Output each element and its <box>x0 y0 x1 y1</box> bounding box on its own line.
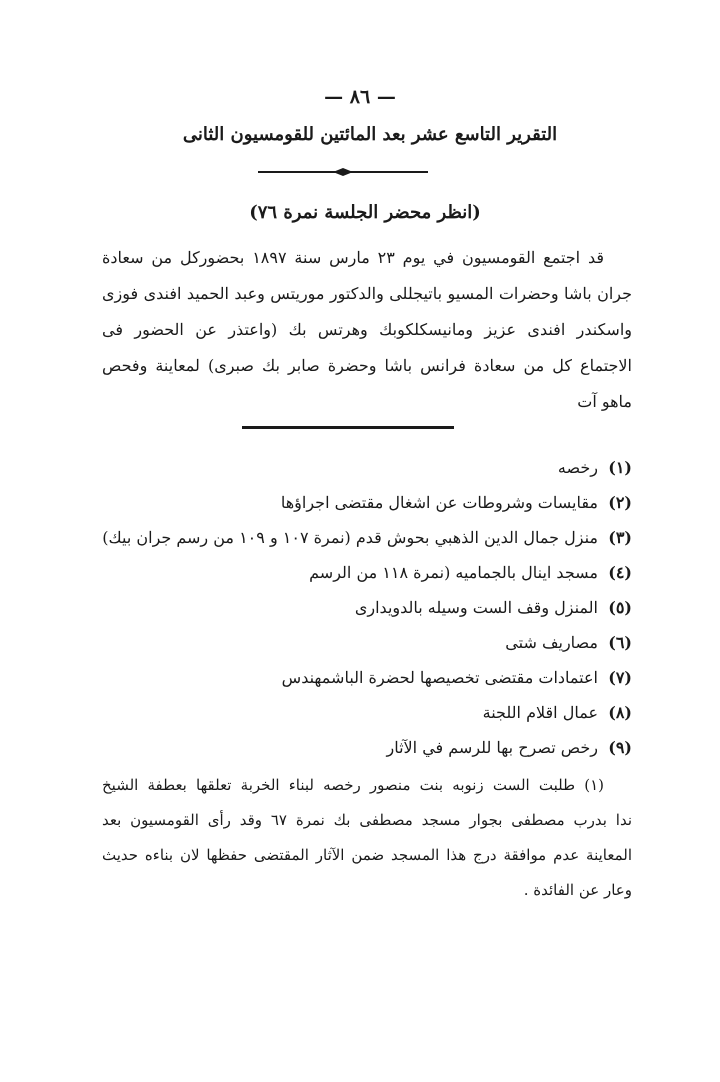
agenda-list <box>102 450 632 765</box>
agenda-item-number: (١) <box>608 458 632 477</box>
intro-line: جران باشا وحضرات المسيو باتيجللى والدكتور موريتس وعبد الحميد افندى فوزى <box>102 284 632 303</box>
agenda-item-number: (٤) <box>608 563 632 582</box>
intro-line: قد اجتمع القومسيون في يوم ٢٣ مارس سنة ١٨٩٧ بحضوركل من سعادة <box>102 248 604 267</box>
agenda-item <box>102 660 632 695</box>
title-ornament <box>258 168 428 176</box>
page-number: — ٨٦ — <box>324 86 396 108</box>
intro-line: ماهو آت <box>577 392 632 411</box>
agenda-item <box>102 730 632 765</box>
agenda-item <box>102 485 632 520</box>
session-reference: (انظر محضر الجلسة نمرة ٧٦) <box>249 202 481 223</box>
agenda-item-number: (٦) <box>608 633 632 652</box>
agenda-item-text: المنزل وقف الست وسيله بالدويدارى <box>354 598 598 617</box>
detail-line: وعار عن الفائدة . <box>523 881 632 899</box>
section-divider <box>242 426 454 429</box>
agenda-item-text: رخصه <box>557 458 598 477</box>
report-title: التقرير التاسع عشر بعد المائتين للقومسيون الثانى <box>182 124 558 145</box>
intro-line: واسكندر افندى عزيز ومانيسكلكوبك وهرتس بك (واعتذر عن الحضور فى <box>102 320 632 339</box>
detail-line: ندا بدرب مصطفى بجوار مسجد مصطفى بك نمرة ٦٧ وقد رأى القومسيون بعد <box>102 811 633 829</box>
intro-line: الاجتماع كل من سعادة فرانس باشا وحضرة صابر بك صبرى) لمعاينة وفحص <box>102 356 632 375</box>
agenda-item-text: مصاريف شتى <box>505 633 598 652</box>
agenda-item-text: اعتمادات مقتضى تخصيصها لحضرة الباشمهندس <box>281 668 598 687</box>
agenda-item-number: (٢) <box>608 493 632 512</box>
agenda-item-text: رخص تصرح بها للرسم في الآثار <box>386 738 598 757</box>
agenda-item <box>102 695 632 730</box>
item-one-detail-paragraph <box>102 768 632 908</box>
ornament-diamond <box>333 168 353 176</box>
agenda-item-number: (٥) <box>608 598 632 617</box>
detail-line: المعاينة عدم موافقة درج هذا المسجد ضمن الآثار المقتضى حفظها لان بناءه حديث <box>102 846 632 864</box>
agenda-item <box>102 625 632 660</box>
agenda-item-number: (٩) <box>608 738 632 757</box>
agenda-item-text: منزل جمال الدين الذهبي بحوش قدم (نمرة ١٠٧ و ١٠٩ من رسم جران بيك) <box>102 528 598 547</box>
agenda-item <box>102 450 632 485</box>
agenda-item-text: مقايسات وشروطات عن اشغال مقتضى اجراؤها <box>280 493 598 512</box>
intro-paragraph <box>102 240 632 420</box>
detail-line: (١) طلبت الست زنوبه بنت منصور رخصه لبناء الخربة تعلقها بعطفة الشيخ <box>102 776 604 794</box>
agenda-item <box>102 520 632 555</box>
agenda-item <box>102 555 632 590</box>
agenda-item-number: (٧) <box>608 668 632 687</box>
agenda-item-text: عمال اقلام اللجنة <box>482 703 598 722</box>
agenda-item <box>102 590 632 625</box>
agenda-item-number: (٣) <box>608 528 632 547</box>
agenda-item-text: مسجد اينال بالجماميه (نمرة ١١٨ من الرسم <box>309 563 598 582</box>
agenda-item-number: (٨) <box>608 703 632 722</box>
